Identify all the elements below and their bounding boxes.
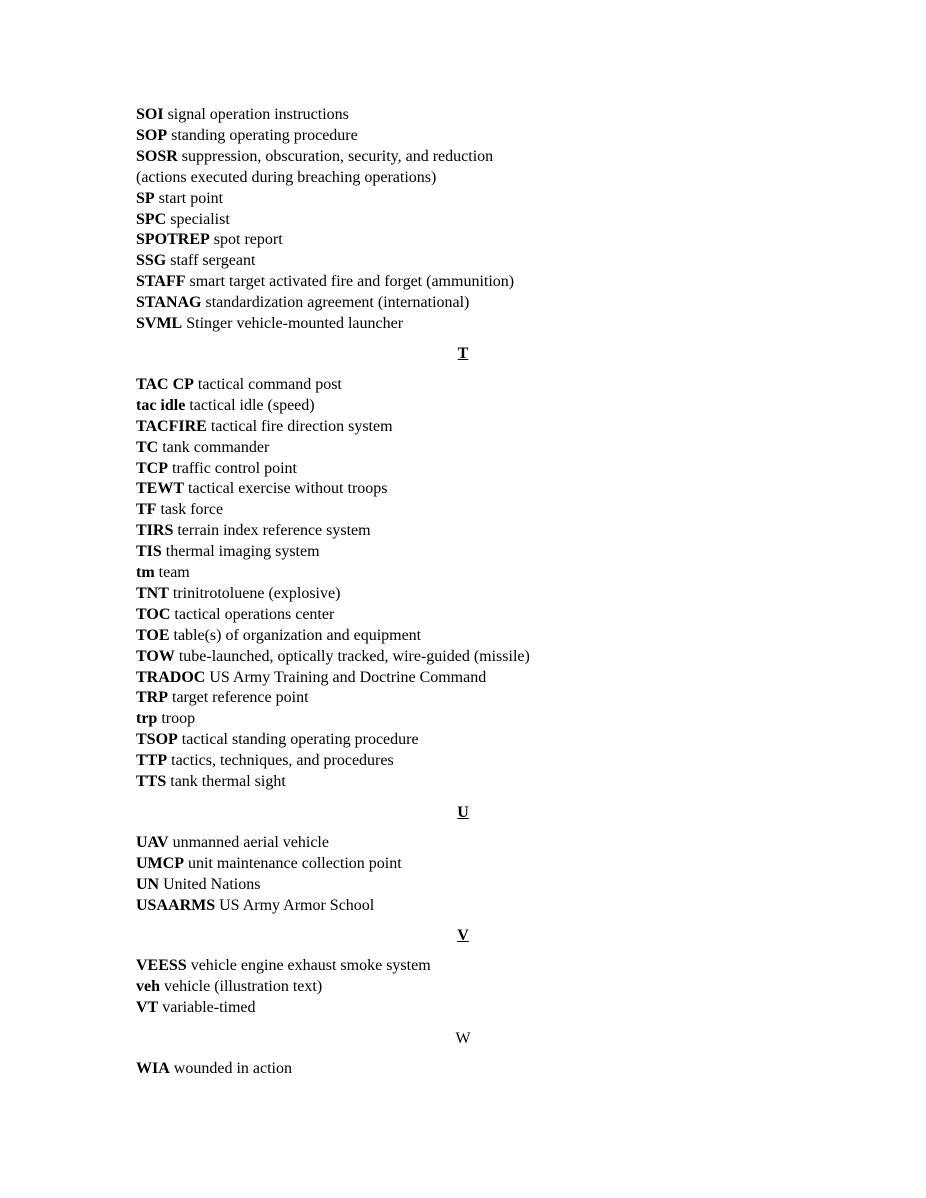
entry-term: trp xyxy=(136,710,158,728)
glossary-entry xyxy=(136,417,790,438)
entry-continuation: (actions executed during breaching operations) xyxy=(136,168,437,186)
glossary-entry xyxy=(136,126,790,147)
entry-definition: spot report xyxy=(213,231,283,249)
glossary-entry xyxy=(136,251,790,272)
entry-term: TAC CP xyxy=(136,375,194,393)
entry-term: TTP xyxy=(136,752,168,770)
entry-term: UMCP xyxy=(136,854,184,872)
glossary-entry xyxy=(136,751,790,772)
section-header-T xyxy=(136,344,790,365)
entry-term: VT xyxy=(136,999,159,1017)
entry-definition: wounded in action xyxy=(173,1060,292,1078)
glossary-entry xyxy=(136,875,790,896)
entry-term: TOC xyxy=(136,605,171,623)
entry-term: STAFF xyxy=(136,273,186,291)
entry-definition: smart target activated fire and forget (ammunition) xyxy=(189,273,515,291)
glossary-entry xyxy=(136,230,790,251)
entry-definition: target reference point xyxy=(172,689,309,707)
entry-term: UN xyxy=(136,875,160,893)
glossary-entry xyxy=(136,438,790,459)
entry-term: SOSR xyxy=(136,147,178,165)
entry-term: TOW xyxy=(136,647,175,665)
entry-definition: troop xyxy=(161,710,196,728)
entry-term: SP xyxy=(136,189,155,207)
glossary-entry xyxy=(136,626,790,647)
entry-definition: variable-timed xyxy=(162,999,256,1017)
entry-term: SOP xyxy=(136,126,168,144)
glossary-entry xyxy=(136,668,790,689)
glossary-entry xyxy=(136,854,790,875)
entry-term: TSOP xyxy=(136,731,178,749)
entry-definition: tactical idle (speed) xyxy=(189,396,315,414)
section-letter: W xyxy=(455,1029,471,1047)
section-header-V xyxy=(136,926,790,947)
entry-definition: tactical fire direction system xyxy=(210,417,393,435)
entry-term: TCP xyxy=(136,459,168,477)
entry-term: TRP xyxy=(136,689,168,707)
entry-definition: team xyxy=(158,564,190,582)
glossary-entry xyxy=(136,688,790,709)
entry-definition: table(s) of organization and equipment xyxy=(173,626,422,644)
entry-definition: tube-launched, optically tracked, wire-guided (missile) xyxy=(178,647,530,665)
entry-term: TACFIRE xyxy=(136,417,207,435)
glossary-entry xyxy=(136,147,790,168)
entry-definition: task force xyxy=(160,501,224,519)
entry-definition: specialist xyxy=(170,210,230,228)
entry-term: WIA xyxy=(136,1060,170,1078)
glossary-entry xyxy=(136,605,790,626)
glossary-entry xyxy=(136,730,790,751)
entry-term: TRADOC xyxy=(136,668,206,686)
entry-term: TOE xyxy=(136,626,170,644)
entry-term: TTS xyxy=(136,773,167,791)
entry-term: SVML xyxy=(136,315,183,333)
entry-definition: start point xyxy=(158,189,224,207)
entry-term: VEESS xyxy=(136,957,187,975)
glossary-entry xyxy=(136,293,790,314)
entry-definition: unit maintenance collection point xyxy=(187,854,402,872)
entry-definition: US Army Armor School xyxy=(219,896,375,914)
glossary-entry xyxy=(136,189,790,210)
entry-term: TEWT xyxy=(136,480,185,498)
entry-definition: tactical standing operating procedure xyxy=(181,731,419,749)
entry-definition: thermal imaging system xyxy=(165,543,320,561)
section-letter: U xyxy=(457,803,469,821)
glossary-entry xyxy=(136,563,790,584)
glossary-entry xyxy=(136,314,790,335)
glossary-entry xyxy=(136,210,790,231)
entry-term: SPOTREP xyxy=(136,231,210,249)
entry-definition: Stinger vehicle-mounted launcher xyxy=(186,315,404,333)
entry-definition: standardization agreement (international) xyxy=(205,294,470,312)
entry-definition: tactical exercise without troops xyxy=(188,480,388,498)
glossary-entry xyxy=(136,709,790,730)
entry-definition: terrain index reference system xyxy=(177,522,371,540)
glossary-entry xyxy=(136,105,790,126)
entry-definition: vehicle engine exhaust smoke system xyxy=(190,957,431,975)
entry-term: UAV xyxy=(136,833,169,851)
glossary-entry xyxy=(136,542,790,563)
entry-definition: tactical operations center xyxy=(174,605,335,623)
entry-term: TIRS xyxy=(136,522,174,540)
glossary-entry xyxy=(136,772,790,793)
entry-definition: United Nations xyxy=(163,875,261,893)
entry-term: veh xyxy=(136,978,160,996)
glossary-entry xyxy=(136,998,790,1019)
glossary-entry xyxy=(136,375,790,396)
entry-term: TNT xyxy=(136,584,169,602)
entry-definition: tank thermal sight xyxy=(170,773,286,791)
entry-term: SOI xyxy=(136,106,164,123)
section-letter: V xyxy=(457,927,469,945)
entry-definition: standing operating procedure xyxy=(171,126,358,144)
entry-term: TC xyxy=(136,438,159,456)
glossary-entry xyxy=(136,896,790,917)
entry-term: tac idle xyxy=(136,396,186,414)
entry-term: SPC xyxy=(136,210,167,228)
glossary-entry xyxy=(136,396,790,417)
glossary-entry xyxy=(136,977,790,998)
glossary-entry xyxy=(136,833,790,854)
glossary-entry xyxy=(136,521,790,542)
entry-definition: staff sergeant xyxy=(170,252,256,270)
glossary-entry xyxy=(136,584,790,605)
glossary-entry xyxy=(136,272,790,293)
glossary-entry xyxy=(136,479,790,500)
entry-definition: tactics, techniques, and procedures xyxy=(171,752,394,770)
section-header-W xyxy=(136,1029,790,1050)
entry-definition: tactical command post xyxy=(197,375,342,393)
entry-definition: vehicle (illustration text) xyxy=(164,978,323,996)
section-header-U xyxy=(136,803,790,824)
entry-term: TIS xyxy=(136,543,162,561)
entry-term: TF xyxy=(136,501,157,519)
entry-definition: unmanned aerial vehicle xyxy=(172,833,329,851)
entry-term: SSG xyxy=(136,252,167,270)
glossary-entry xyxy=(136,956,790,977)
entry-definition: trinitrotoluene (explosive) xyxy=(172,584,341,602)
entry-definition: tank commander xyxy=(162,438,270,456)
section-letter: T xyxy=(457,345,469,363)
glossary-entry xyxy=(136,459,790,480)
glossary-entry xyxy=(136,647,790,668)
entry-term: STANAG xyxy=(136,294,202,312)
entry-definition: US Army Training and Doctrine Command xyxy=(209,668,487,686)
entry-definition: traffic control point xyxy=(172,459,297,477)
entry-term: tm xyxy=(136,564,155,582)
entry-definition: signal operation instructions xyxy=(167,106,349,123)
entry-definition: suppression, obscuration, security, and reduction xyxy=(181,147,494,165)
entry-term: USAARMS xyxy=(136,896,216,914)
glossary-entry xyxy=(136,500,790,521)
glossary-entry xyxy=(136,1059,790,1080)
